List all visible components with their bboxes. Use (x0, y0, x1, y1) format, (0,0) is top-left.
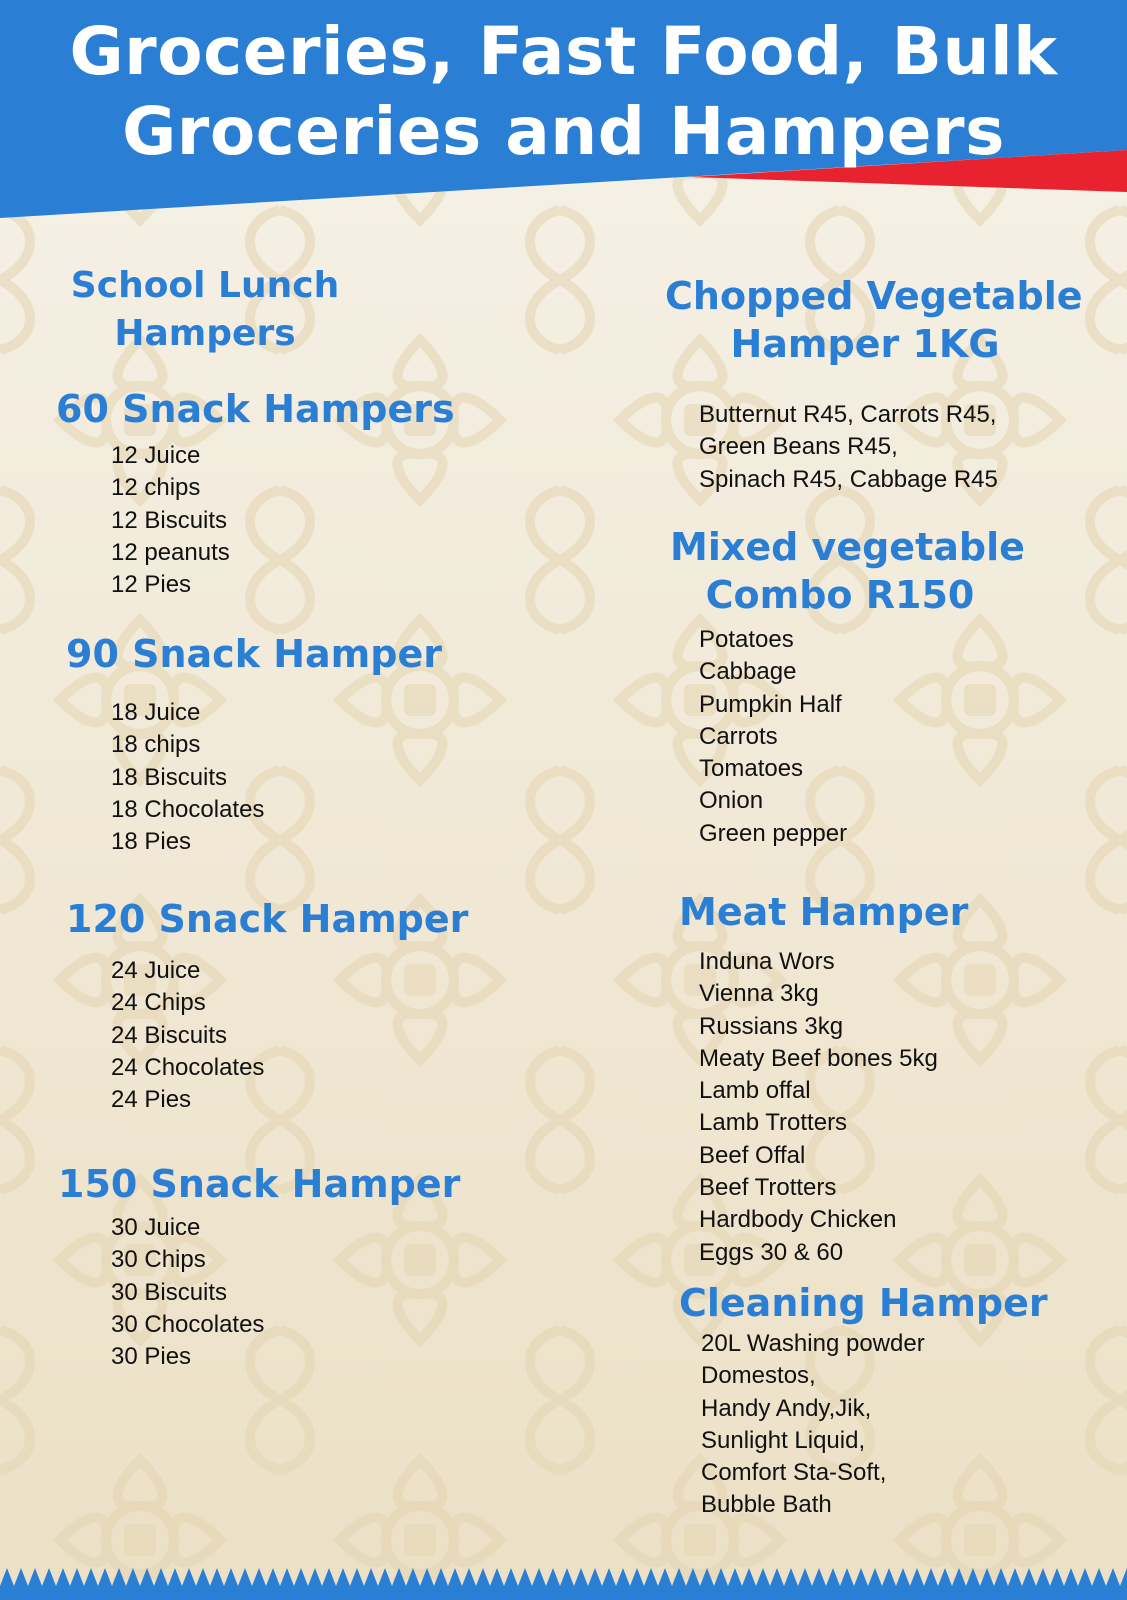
list-item: 24 Biscuits (111, 1021, 228, 1049)
list-item: Lamb Trotters (699, 1109, 848, 1137)
list-item: 30 Biscuits (111, 1278, 228, 1306)
hamper-150-list (111, 1212, 264, 1373)
cleaning-hamper-heading: Cleaning Hamper (679, 1281, 1048, 1325)
hamper-90-heading: 90 Snack Hamper (66, 632, 442, 676)
school-lunch-hampers-heading: School Lunch Hampers (70, 265, 340, 354)
list-item: Comfort Sta-Soft, (701, 1459, 887, 1487)
list-item: 30 Pies (111, 1343, 192, 1371)
list-item: Butternut R45, Carrots R45, (699, 401, 997, 428)
list-item: Onion (699, 787, 764, 815)
mixed-vegetable-heading: Mixed vegetable Combo R150 (670, 525, 1025, 617)
list-item: Beef Trotters (699, 1174, 837, 1202)
list-item: 24 Chocolates (111, 1053, 265, 1081)
list-item: Sunlight Liquid, (701, 1426, 866, 1454)
list-item: 18 Juice (111, 699, 201, 726)
list-item: Green pepper (699, 819, 848, 847)
list-item: 30 Chips (111, 1246, 206, 1274)
list-item: Lamb offal (699, 1077, 811, 1105)
chopped-vegetable-list (699, 399, 998, 496)
list-item: Green Beans R45, (699, 433, 898, 461)
list-item: 24 Juice (111, 957, 201, 984)
mixed-vegetable-list (699, 624, 847, 850)
list-item: Carrots (699, 722, 778, 750)
list-item: Bubble Bath (701, 1491, 832, 1519)
list-item: Russians 3kg (699, 1012, 844, 1040)
list-item: 30 Chocolates (111, 1310, 265, 1338)
page-title-line-2: Groceries and Hampers (122, 93, 1005, 170)
list-item: 18 Pies (111, 828, 192, 856)
list-item: Domestos, (701, 1362, 816, 1390)
meat-hamper-list (699, 946, 938, 1269)
list-item: Meaty Beef bones 5kg (699, 1044, 938, 1072)
bottom-zigzag-border (0, 1560, 1127, 1600)
list-item: Eggs 30 & 60 (699, 1238, 844, 1266)
meat-hamper-heading: Meat Hamper (679, 890, 969, 934)
list-item: 24 Pies (111, 1086, 192, 1114)
list-item: 18 Chocolates (111, 795, 265, 823)
list-item: 12 peanuts (111, 538, 230, 566)
list-item: Handy Andy,Jik, (701, 1394, 872, 1422)
hamper-120-list (111, 955, 264, 1116)
list-item: Spinach R45, Cabbage R45 (699, 465, 998, 493)
chopped-vegetable-heading: Chopped Vegetable Hamper 1KG (665, 274, 1083, 366)
hamper-150-heading: 150 Snack Hamper (58, 1162, 461, 1206)
cleaning-hamper-list (701, 1328, 925, 1522)
page-title-line-1: Groceries, Fast Food, Bulk (69, 13, 1058, 90)
hamper-60-heading: 60 Snack Hampers (56, 387, 455, 431)
hamper-120-heading: 120 Snack Hamper (66, 897, 469, 941)
hamper-60-list (111, 440, 230, 601)
list-item: 12 Juice (111, 442, 201, 469)
list-item: 18 Biscuits (111, 763, 228, 791)
list-item: Potatoes (699, 626, 794, 653)
list-item: 30 Juice (111, 1214, 201, 1241)
list-item: 18 chips (111, 731, 201, 759)
list-item: 20L Washing powder (701, 1330, 925, 1357)
list-item: Tomatoes (699, 755, 804, 783)
page-title (0, 12, 1127, 172)
list-item: 12 Pies (111, 571, 192, 599)
list-item: Pumpkin Half (699, 690, 842, 718)
list-item: Hardbody Chicken (699, 1206, 897, 1234)
list-item: Cabbage (699, 658, 797, 686)
list-item: Induna Wors (699, 948, 835, 975)
list-item: 24 Chips (111, 989, 206, 1017)
list-item: 12 Biscuits (111, 506, 228, 534)
list-item: 12 chips (111, 474, 201, 502)
hamper-90-list (111, 697, 264, 858)
list-item: Beef Offal (699, 1141, 806, 1169)
list-item: Vienna 3kg (699, 980, 819, 1008)
